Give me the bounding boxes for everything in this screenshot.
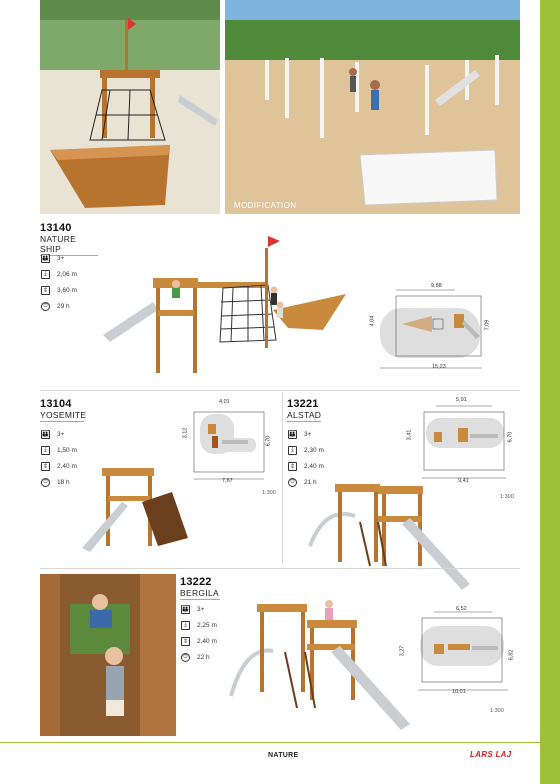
- age-icon: 👪: [41, 256, 50, 262]
- scale-label: 1:300: [500, 494, 514, 500]
- spec-platform-height: ⇕ 2,40 m: [182, 638, 217, 645]
- fall-height-icon: ⤓: [288, 446, 297, 455]
- product-name: NATURE SHIP: [40, 234, 98, 256]
- scale-label: 1:300: [490, 708, 504, 714]
- divider: [40, 390, 520, 391]
- site-plan-13221: [412, 402, 518, 486]
- age-icon: 👪: [41, 432, 50, 438]
- dim-bottom: 9,41: [458, 478, 469, 484]
- fall-height-icon: ⤓: [41, 446, 50, 455]
- fall-height-icon: ⤓: [41, 270, 50, 279]
- dim-top: 6,52: [456, 606, 467, 612]
- spec-fall-height: ⤓ 2,25 m: [181, 621, 217, 630]
- spec-platform-height: ⇕ 3,60 m: [42, 287, 77, 294]
- spec-install-time: ⏱ 29 h: [41, 302, 70, 311]
- dim-side: 3,12: [182, 427, 189, 439]
- spec-install-time: ⏱ 22 h: [181, 653, 210, 662]
- page-number: 77: [525, 751, 533, 758]
- dim-side: 3,41: [406, 429, 413, 441]
- dim-right: 6,82: [508, 649, 515, 661]
- dim-right: 7,09: [484, 319, 491, 331]
- photo-ship-beach: [40, 0, 220, 214]
- product-render-yosemite: [80, 460, 190, 555]
- install-time-icon: ⏱: [181, 653, 190, 662]
- photo-modification: [225, 0, 520, 214]
- dim-top: 5,91: [456, 397, 467, 403]
- age-icon: 👪: [288, 432, 297, 438]
- spec-platform-height: ⇕ 2,40 m: [42, 463, 77, 470]
- site-plan-13222: [404, 604, 520, 696]
- dim-bottom: 15,23: [432, 364, 446, 370]
- product-code: 13222: [180, 576, 212, 588]
- spec-age: 👪 3+: [181, 606, 205, 613]
- spec-age: 👪 3+: [41, 255, 65, 262]
- divider: [282, 392, 283, 564]
- install-time-icon: ⏱: [288, 478, 297, 487]
- spec-platform-height: ⇕ 2,40 m: [289, 463, 324, 470]
- footer-section: NATURE: [268, 752, 299, 759]
- spec-fall-height: ⤓ 1,50 m: [41, 446, 77, 455]
- spec-install-time: ⏱ 18 h: [41, 478, 70, 487]
- site-plan-13140: [370, 284, 500, 376]
- product-render-nature-ship: [98, 230, 353, 380]
- platform-height-icon: ⇕: [182, 639, 189, 645]
- dim-right: 6,70: [265, 435, 272, 447]
- product-render-alstad: [300, 476, 475, 594]
- install-time-icon: ⏱: [41, 302, 50, 311]
- scale-label: 1:300: [262, 490, 276, 496]
- product-name: BERGILA: [180, 588, 219, 598]
- product-code: 13140: [40, 222, 72, 234]
- product-code: 13221: [287, 398, 319, 410]
- dim-side: 3,27: [399, 645, 406, 657]
- platform-height-icon: ⇕: [289, 464, 296, 470]
- dim-side: 4,04: [369, 315, 376, 327]
- age-icon: 👪: [181, 607, 190, 613]
- fall-height-icon: ⤓: [181, 621, 190, 630]
- spec-install-time: ⏱ 21 h: [288, 478, 317, 487]
- product-code: 13104: [40, 398, 72, 410]
- dim-top: 4,01: [219, 399, 230, 405]
- spec-fall-height: ⤓ 2,30 m: [288, 446, 324, 455]
- platform-height-icon: ⇕: [42, 288, 49, 294]
- spec-age: 👪 3+: [41, 431, 65, 438]
- dim-right: 6,70: [507, 431, 514, 443]
- photo-caption: MODIFICATION: [234, 201, 297, 210]
- dim-bottom: 10,01: [452, 689, 466, 695]
- spec-age: 👪 3+: [288, 431, 312, 438]
- brand-logo: LARS LAJ: [470, 750, 512, 759]
- spec-fall-height: ⤓ 2,06 m: [41, 270, 77, 279]
- photo-kids-playing: [40, 574, 176, 736]
- divider: [40, 568, 520, 569]
- product-render-bergila: [225, 596, 415, 736]
- footer-rule: [0, 742, 540, 743]
- site-plan-13104: [186, 404, 272, 486]
- dim-bottom: 7,67: [222, 478, 233, 484]
- product-name: YOSEMITE: [40, 410, 87, 420]
- dim-top: 9,88: [431, 283, 442, 289]
- product-name: ALSTAD: [287, 410, 322, 420]
- install-time-icon: ⏱: [41, 478, 50, 487]
- platform-height-icon: ⇕: [42, 464, 49, 470]
- side-accent-bar: [540, 0, 560, 784]
